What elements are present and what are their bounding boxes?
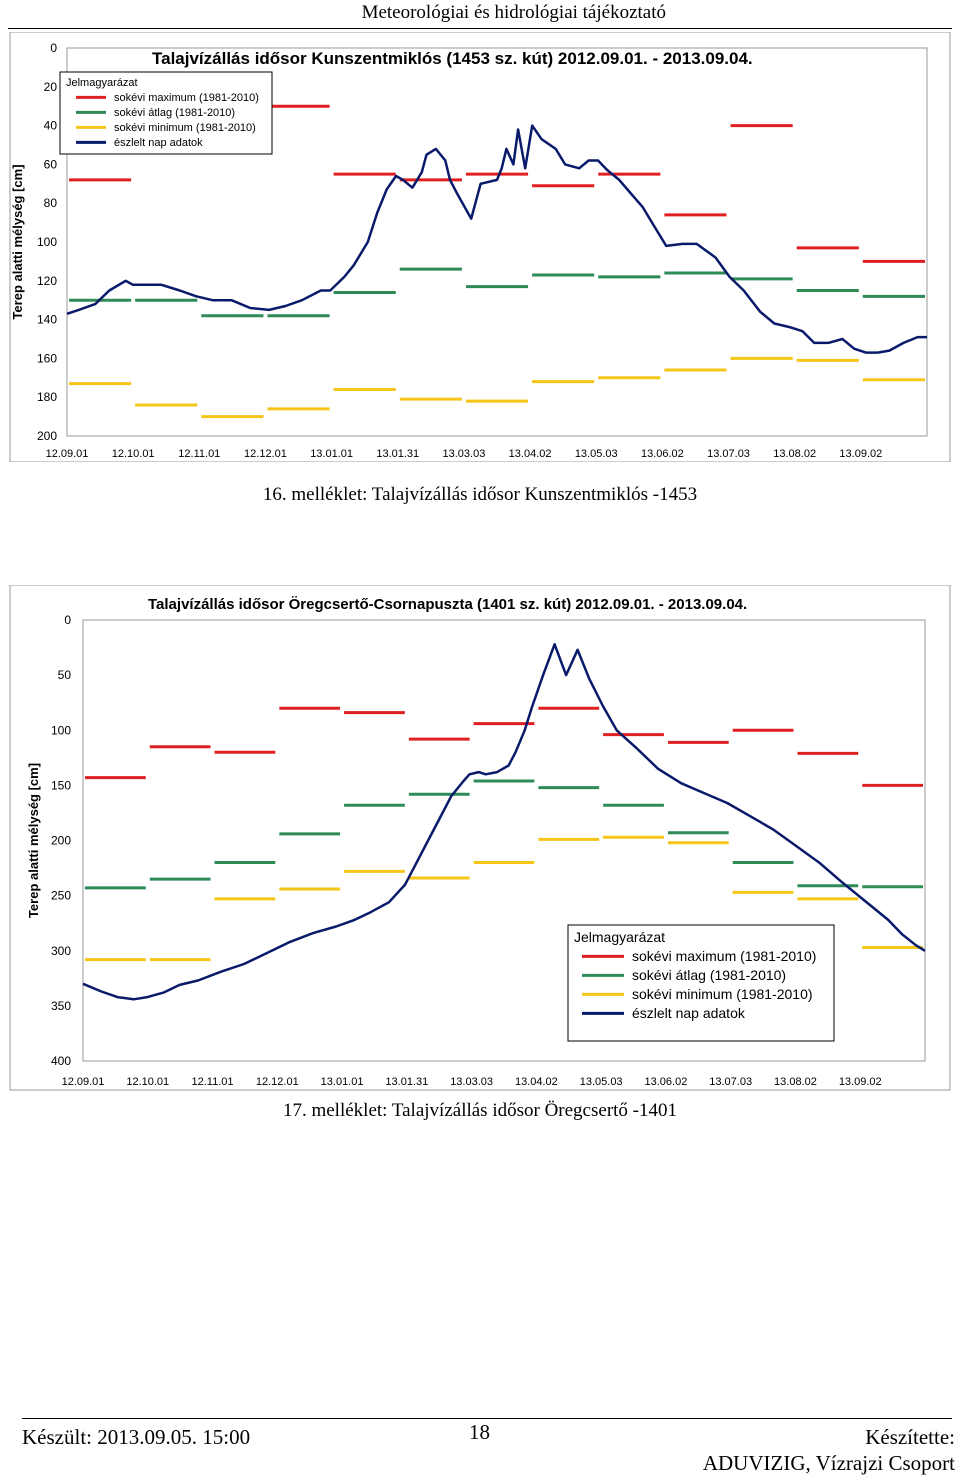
y-tick-label: 0 bbox=[64, 613, 71, 627]
legend-item-average: sokévi átlag (1981-2010) bbox=[632, 967, 787, 983]
y-tick-label: 0 bbox=[50, 41, 57, 55]
x-tick-label: 13.05.03 bbox=[579, 1076, 623, 1088]
y-axis-label: Terep alatti mélység [cm] bbox=[10, 164, 25, 320]
footer-created: Készült: 2013.09.05. 15:00 bbox=[22, 1425, 251, 1449]
y-tick-label: 300 bbox=[50, 943, 71, 958]
x-tick-label: 13.09.02 bbox=[838, 1076, 882, 1088]
x-tick-label: 13.03.03 bbox=[450, 1076, 494, 1088]
y-tick-label: 20 bbox=[43, 79, 57, 94]
y-tick-label: 180 bbox=[36, 390, 57, 405]
y-tick-label: 40 bbox=[43, 118, 57, 133]
legend-title: Jelmagyarázat bbox=[66, 77, 138, 89]
y-tick-label: 50 bbox=[57, 668, 71, 683]
legend-item-minimum: sokévi minimum (1981-2010) bbox=[114, 122, 256, 134]
y-tick-label: 140 bbox=[36, 312, 57, 327]
x-tick-label: 13.06.02 bbox=[644, 1076, 688, 1088]
legend-item-maximum: sokévi maximum (1981-2010) bbox=[632, 948, 817, 964]
footer-author: ADUVIZIG, Vízrajzi Csoport bbox=[702, 1451, 955, 1475]
y-axis-label: Terep alatti mélység [cm] bbox=[26, 762, 41, 919]
x-tick-label: 12.12.01 bbox=[244, 448, 287, 460]
y-tick-label: 60 bbox=[43, 157, 57, 172]
y-tick-label: 80 bbox=[43, 196, 57, 211]
y-tick-label: 100 bbox=[36, 235, 57, 249]
x-tick-label: 12.11.01 bbox=[178, 448, 221, 460]
y-tick-label: 250 bbox=[50, 888, 71, 903]
y-tick-label: 200 bbox=[36, 429, 57, 443]
observed-series-line bbox=[67, 126, 927, 353]
legend-item-observed: észlelt nap adatok bbox=[632, 1005, 745, 1021]
x-tick-label: 13.07.03 bbox=[707, 448, 750, 460]
y-tick-label: 150 bbox=[50, 778, 71, 793]
x-tick-label: 12.11.01 bbox=[191, 1076, 234, 1088]
x-tick-label: 13.05.03 bbox=[574, 448, 618, 460]
header-divider bbox=[8, 28, 952, 29]
y-tick-label: 350 bbox=[50, 998, 71, 1013]
chart-kunszentmiklos bbox=[0, 32, 960, 462]
footer-author-label: Készítette: bbox=[865, 1425, 955, 1449]
x-tick-label: 13.01.01 bbox=[310, 448, 354, 460]
caption-chart-2: 17. melléklet: Talajvízállás idősor Öregcsertő -1401 bbox=[282, 1100, 678, 1121]
footer-page-number: 18 bbox=[469, 1420, 490, 1444]
x-tick-label: 13.01.01 bbox=[320, 1076, 364, 1088]
x-tick-label: 13.07.03 bbox=[709, 1076, 753, 1088]
x-tick-label: 13.04.02 bbox=[508, 448, 552, 460]
legend-title: Jelmagyarázat bbox=[574, 929, 666, 945]
legend-item-minimum: sokévi minimum (1981-2010) bbox=[632, 986, 813, 1002]
x-tick-label: 13.09.02 bbox=[839, 448, 883, 460]
x-tick-label: 13.01.31 bbox=[385, 1076, 429, 1088]
x-tick-label: 13.08.02 bbox=[773, 448, 817, 460]
x-tick-label: 12.10.01 bbox=[111, 448, 155, 460]
chart-title: Talajvízállás idősor Kunszentmiklós (1453 sz. kút) 2012.09.01. - 2013.09.04. bbox=[152, 49, 753, 68]
x-tick-label: 13.03.03 bbox=[442, 448, 486, 460]
legend-item-observed: észlelt nap adatok bbox=[114, 137, 203, 149]
chart-oregcserto bbox=[0, 585, 960, 1095]
x-tick-label: 13.04.02 bbox=[514, 1076, 558, 1088]
y-tick-label: 160 bbox=[36, 351, 57, 366]
page-header-title: Meteorológiai és hidrológiai tájékoztató bbox=[361, 2, 666, 23]
x-tick-label: 13.06.02 bbox=[640, 448, 684, 460]
legend-item-average: sokévi átlag (1981-2010) bbox=[114, 107, 236, 119]
y-tick-label: 100 bbox=[50, 723, 71, 738]
x-tick-label: 13.08.02 bbox=[774, 1076, 817, 1088]
y-tick-label: 400 bbox=[50, 1054, 71, 1068]
x-tick-label: 12.10.01 bbox=[126, 1076, 170, 1088]
legend-item-maximum: sokévi maximum (1981-2010) bbox=[114, 92, 259, 104]
y-tick-label: 120 bbox=[36, 273, 57, 288]
x-tick-label: 12.09.01 bbox=[61, 1076, 105, 1088]
caption-chart-1: 16. melléklet: Talajvízállás idősor Kunszentmiklós -1453 bbox=[262, 484, 698, 505]
x-tick-label: 12.09.01 bbox=[45, 448, 89, 460]
footer-divider bbox=[22, 1418, 952, 1419]
y-tick-label: 200 bbox=[50, 833, 71, 848]
chart-title: Talajvízállás idősor Öregcsertő-Csornapuszta (1401 sz. kút) 2012.09.01. - 2013.09.04. bbox=[148, 596, 748, 613]
x-tick-label: 12.12.01 bbox=[255, 1076, 299, 1088]
x-tick-label: 13.01.31 bbox=[376, 448, 420, 460]
